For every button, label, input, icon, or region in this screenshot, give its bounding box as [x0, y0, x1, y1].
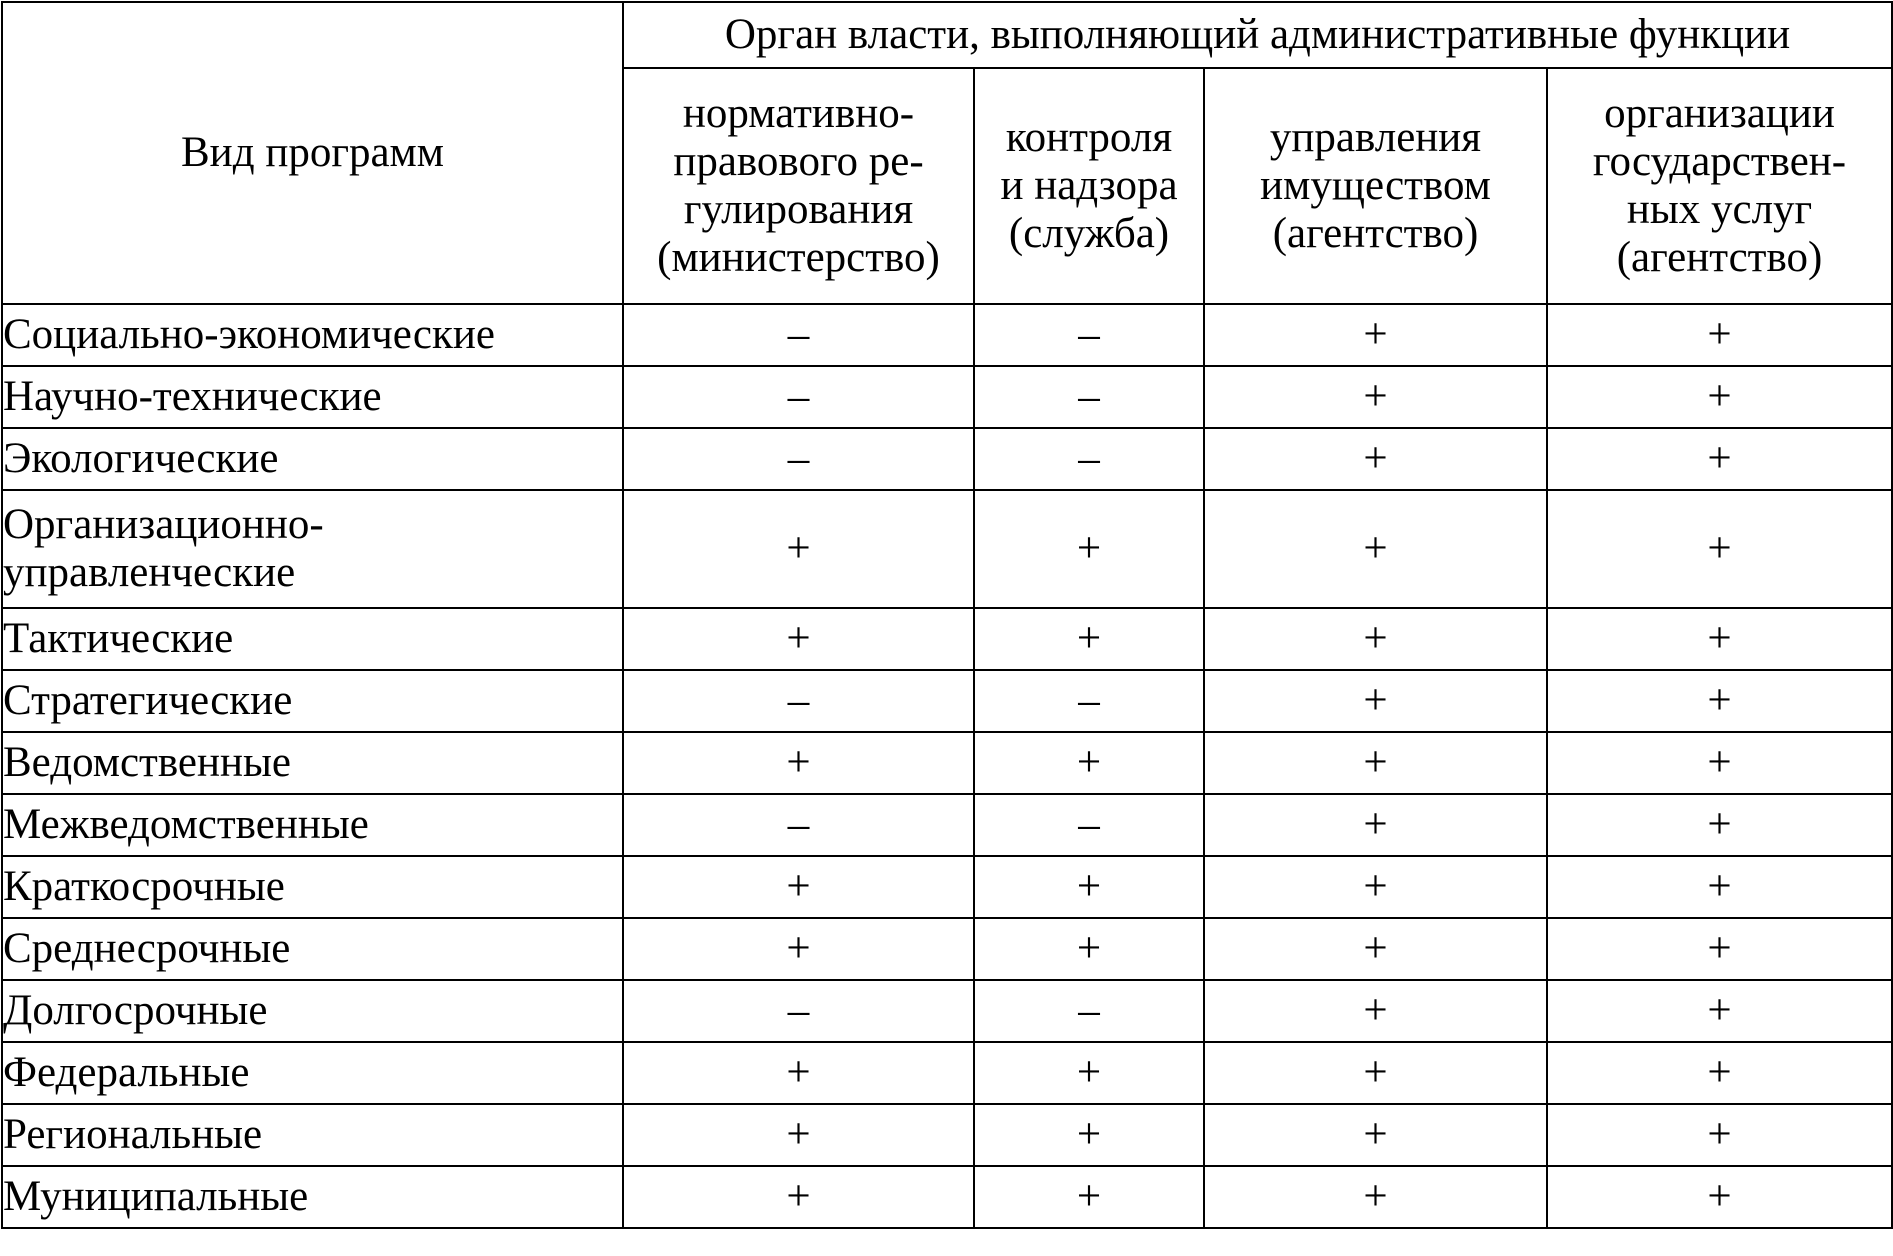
mark-cell: + — [1547, 428, 1892, 490]
mark-cell: – — [974, 304, 1204, 366]
mark-cell: + — [1547, 1166, 1892, 1228]
mark-cell: + — [1547, 670, 1892, 732]
column-header-line: (агентство) — [1272, 210, 1479, 258]
row-label — [2, 1042, 623, 1104]
mark-cell: + — [623, 1166, 974, 1228]
mark-cell: – — [623, 980, 974, 1042]
mark-cell: + — [1204, 304, 1547, 366]
table-row — [2, 918, 1892, 980]
column-header-line: нормативно- — [682, 89, 915, 137]
row-header-label: Вид программ — [181, 128, 444, 176]
mark-cell: + — [1547, 608, 1892, 670]
column-header-line: организации — [1604, 89, 1835, 137]
table-row — [2, 304, 1892, 366]
row-label — [2, 490, 623, 608]
mark-cell: + — [1204, 1166, 1547, 1228]
row-label-text: Социально-экономические — [3, 310, 496, 358]
column-header-line: (агентство) — [1616, 234, 1823, 282]
table-row — [2, 1042, 1892, 1104]
row-label — [2, 732, 623, 794]
mark-cell: + — [1204, 490, 1547, 608]
row-label — [2, 856, 623, 918]
column-header-line: имуществом — [1260, 161, 1491, 209]
mark-cell: + — [974, 608, 1204, 670]
row-label — [2, 1166, 623, 1228]
mark-cell: + — [1204, 980, 1547, 1042]
table-row — [2, 794, 1892, 856]
row-header-cell — [2, 2, 623, 304]
mark-cell: + — [1204, 1042, 1547, 1104]
row-label-text: управленческие — [3, 549, 296, 596]
mark-cell: – — [974, 366, 1204, 428]
mark-cell: + — [1204, 608, 1547, 670]
column-header-services — [1547, 68, 1892, 304]
row-label-text: Экологические — [3, 434, 279, 482]
group-header-label: Орган власти, выполняющий административные функции — [724, 10, 1791, 58]
mark-cell: + — [1547, 366, 1892, 428]
row-label-text: Долгосрочные — [3, 986, 268, 1034]
mark-cell: – — [974, 980, 1204, 1042]
row-label-text: Ведомственные — [3, 738, 291, 786]
mark-cell: + — [974, 918, 1204, 980]
row-label-text: Организационно- — [3, 500, 324, 548]
column-header-line: правового ре- — [673, 137, 924, 185]
mark-cell: + — [623, 608, 974, 670]
table-row — [2, 732, 1892, 794]
mark-cell: + — [1547, 794, 1892, 856]
mark-cell: + — [974, 1166, 1204, 1228]
mark-cell: + — [1204, 794, 1547, 856]
table-row — [2, 1104, 1892, 1166]
mark-cell: – — [974, 670, 1204, 732]
column-header-line: гулирования — [683, 186, 914, 233]
mark-cell: + — [1547, 490, 1892, 608]
table-row — [2, 980, 1892, 1042]
column-header-control — [974, 68, 1204, 304]
mark-cell: + — [1204, 428, 1547, 490]
row-label — [2, 794, 623, 856]
row-label — [2, 304, 623, 366]
row-label — [2, 980, 623, 1042]
mark-cell: + — [1204, 1104, 1547, 1166]
group-header-cell — [623, 2, 1892, 68]
mark-cell: + — [1547, 1042, 1892, 1104]
column-header-line: (министерство) — [657, 234, 940, 282]
mark-cell: + — [1204, 918, 1547, 980]
mark-cell: – — [623, 428, 974, 490]
table-row — [2, 608, 1892, 670]
row-label — [2, 1104, 623, 1166]
mark-cell: + — [1547, 304, 1892, 366]
mark-cell: – — [974, 428, 1204, 490]
row-label — [2, 428, 623, 490]
column-header-line: контроля — [1005, 113, 1173, 161]
table-row — [2, 428, 1892, 490]
column-header-line: управления — [1269, 113, 1482, 161]
row-label — [2, 366, 623, 428]
row-label-text: Краткосрочные — [3, 862, 285, 910]
mark-cell: + — [1204, 670, 1547, 732]
row-label-text: Федеральные — [3, 1048, 250, 1096]
row-label-text: Тактические — [3, 614, 234, 662]
mark-cell: + — [1547, 732, 1892, 794]
mark-cell: + — [623, 856, 974, 918]
row-label-text: Стратегические — [3, 676, 293, 724]
mark-cell: + — [623, 1104, 974, 1166]
row-label-text: Среднесрочные — [3, 924, 291, 972]
mark-cell: – — [623, 304, 974, 366]
mark-cell: – — [974, 794, 1204, 856]
mark-cell: + — [1547, 856, 1892, 918]
row-label — [2, 608, 623, 670]
table-row — [2, 1166, 1892, 1228]
column-header-line: государствен- — [1592, 137, 1847, 185]
mark-cell: – — [623, 670, 974, 732]
column-header-line: (служба) — [1008, 210, 1170, 258]
row-label-text: Межведомственные — [3, 800, 369, 848]
column-header-line: ных услуг — [1626, 186, 1813, 233]
mark-cell: + — [1204, 856, 1547, 918]
mark-cell: + — [1547, 918, 1892, 980]
mark-cell: + — [974, 1042, 1204, 1104]
mark-cell: + — [974, 856, 1204, 918]
table-row — [2, 670, 1892, 732]
column-header-property — [1204, 68, 1547, 304]
row-label-text: Научно-технические — [3, 372, 382, 420]
mark-cell: + — [1547, 980, 1892, 1042]
row-label-text: Муниципальные — [3, 1172, 309, 1220]
program-types-table — [1, 1, 1893, 1229]
mark-cell: + — [974, 1104, 1204, 1166]
column-header-regulation — [623, 68, 974, 304]
table-row — [2, 366, 1892, 428]
row-label — [2, 918, 623, 980]
mark-cell: + — [623, 918, 974, 980]
mark-cell: + — [1204, 732, 1547, 794]
mark-cell: – — [623, 794, 974, 856]
mark-cell: + — [623, 1042, 974, 1104]
mark-cell: + — [974, 490, 1204, 608]
mark-cell: + — [1547, 1104, 1892, 1166]
column-header-line: и надзора — [1000, 161, 1178, 209]
mark-cell: + — [974, 732, 1204, 794]
table-row — [2, 856, 1892, 918]
row-label-text: Региональные — [3, 1110, 263, 1158]
table-body — [2, 304, 1892, 1228]
mark-cell: + — [1204, 366, 1547, 428]
mark-cell: – — [623, 366, 974, 428]
mark-cell: + — [623, 490, 974, 608]
row-label — [2, 670, 623, 732]
table-row — [2, 490, 1892, 608]
mark-cell: + — [623, 732, 974, 794]
